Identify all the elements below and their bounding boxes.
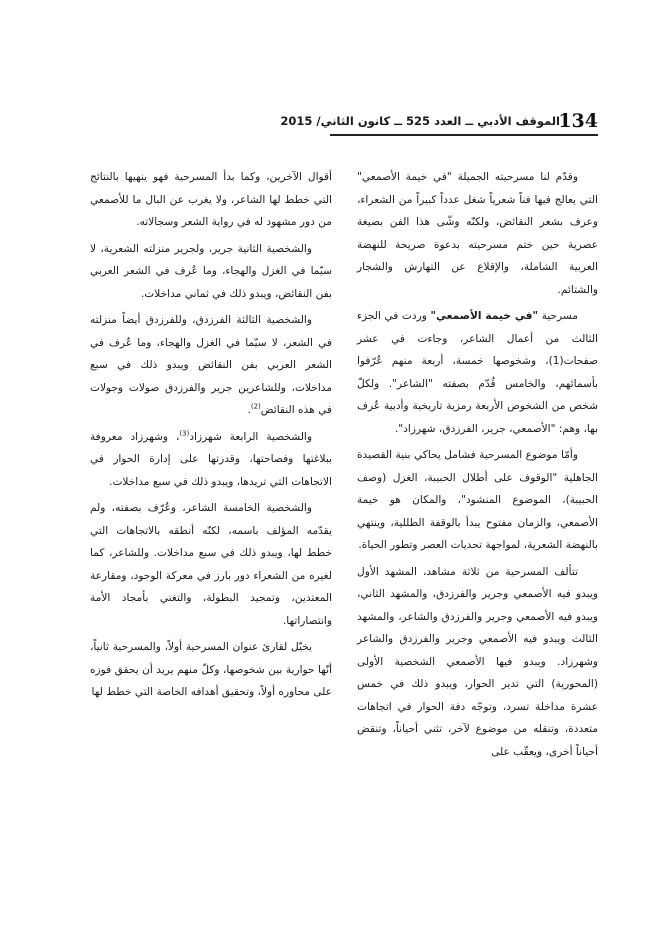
paragraph-text: وردت في الجزء الثالث من أعمال الشاعر، وجاءت في عشر صفحات(1)، وشخوصها خمسة، أربعة منهم عُرّفوا بأسمائهم، والخامس قُدّم بصفته "الشاعر". ولكلّ شخص من الشخوص الأربعة رمزية تاريخية وأدبية عُرف بها، وهم: "الأصمعي، جرير، الفرزدق، شهرزاد". <box>357 310 598 435</box>
paragraph: والشخصية الخامسة الشاعر، وعُرّف بصفته، ولم يقدّمه المؤلف باسمه، لكنّه أنطقه بالاتجاهات التي خطط لها، ويبدو ذلك في سبع مداخلات. وللشاعر، كما لغيره من الشعراء دور بارز في معركة الوجود، ومقارعة المعتدين، وتمجيد البطولة، والتغني بأمجاد الأمة وانتصاراتها. <box>90 502 332 627</box>
paragraph: وأمّا موضوع المسرحية فشامل يحاكي بنية القصيدة الجاهلية "الوقوف على أطلال الحبيبة، الغزل (وصف الحبيبة)، الموضوع المنشود"، والمكان هو خيمة الأصمعي، والزمان مفتوح يبدأ بالوقفة الطللية، وينتهي بالنهضة الشعرية، لمواجهة تحديات العصر وتطور الحياة. <box>357 449 598 551</box>
paragraph-text: والشخصية الرابعة شهرزاد <box>189 430 312 443</box>
paragraph: وقدّم لنا مسرحيته الجميلة "في خيمة الأصمعي" التي يعالج فيها فناً شعرياً شغل عدداً كبيراً من الشعراء، وعرف بشعر النقائض، ولكنّه وشّى هذا الفن بصيغة عصرية حين ختم مسرحيته بدعوة صريحة للنهضة العربية الشاملة، والإقلاع عن التهارش والشجار والشتائم. <box>357 171 598 296</box>
running-head: الموقف الأدبي ــ العدد 525 ــ كانون الثاني/ 2015 <box>280 114 560 128</box>
page-header <box>280 106 598 136</box>
paragraph-text: مسرحية <box>538 310 578 322</box>
right-column <box>357 166 598 767</box>
paragraph <box>357 305 598 440</box>
footnote-marker: (2) <box>250 402 261 411</box>
paragraph: يخيّل لقارئ عنوان المسرحية أولاً، والمسرحية ثانياً، أنّها حوارية بين شخوصها، وكلّ منهم يريد أن يحقق فوزه على محاوره أولاً، وتحقيق أهدافه الخاصة التي خطط لها <box>90 641 332 698</box>
footnote-marker: (3) <box>179 428 190 437</box>
left-column <box>90 166 332 708</box>
paragraph-text: . <box>247 404 251 416</box>
header-rule <box>330 134 598 136</box>
paragraph <box>90 309 332 422</box>
paragraph: والشخصية الثانية جرير، ولجرير منزلته الشعرية، لا سيّما في الغزل والهجاء، وما عُرف في الشعر العربي بفن النقائض، ويبدو ذلك في ثماني مداخلات. <box>90 242 332 300</box>
paragraph-text: والشخصية الثالثة الفرزدق، وللفرزدق أيضاً منزلته في الشعر، لا سيّما في الغزل والهجاء، وما عُرف في الشعر العربي بفن النقائض ويبدو ذلك في سبع مداخلات، وللشاعرين جرير والفرزدق صولات وجولات في هذه النقائض <box>90 314 332 416</box>
paragraph <box>90 426 332 494</box>
play-title: "في خيمة الأصمعي" <box>430 310 538 322</box>
paragraph: تتألف المسرحية من ثلاثة مشاهد، المشهد الأول ويبدو فيه الأصمعي وجرير والفرزدق، والمشهد الثاني، ويبدو فيه الأصمعي وجرير والفرزدق والشاعر، والمشهد الثالث ويبدو فيه الأصمعي وجرير والفرزدق والشاعر وشهرزاد. ويبدو فيها الأصمعي الشخصية الأولى (المحورية) التي تدير الحوار، ويبدو ذلك في خمس عشرة مداخلة تسرد، وتوجّه دفة الحوار في اتجاهات متعددة، وتنقله من موضوع لآخر، تثني أحياناً، وتنقض أحياناً أخرى، ويعقّب على <box>357 565 598 758</box>
page-number: 134 <box>558 110 598 132</box>
paragraph: أقوال الآخرين، وكما بدأ المسرحية فهو ينهيها بالنتائج التي خطط لها الشاعر، ولا يغرب عن البال ما للأصمعي من دور مشهود له في رواية الشعر وسجالاته. <box>90 171 332 228</box>
paragraph-text: ، وشهرزاد معروفة ببلاغتها وفصاحتها، وقدرتها على إدارة الحوار في الاتجاهات التي تريدها، ويبدو ذلك في سبع مداخلات. <box>90 430 332 488</box>
